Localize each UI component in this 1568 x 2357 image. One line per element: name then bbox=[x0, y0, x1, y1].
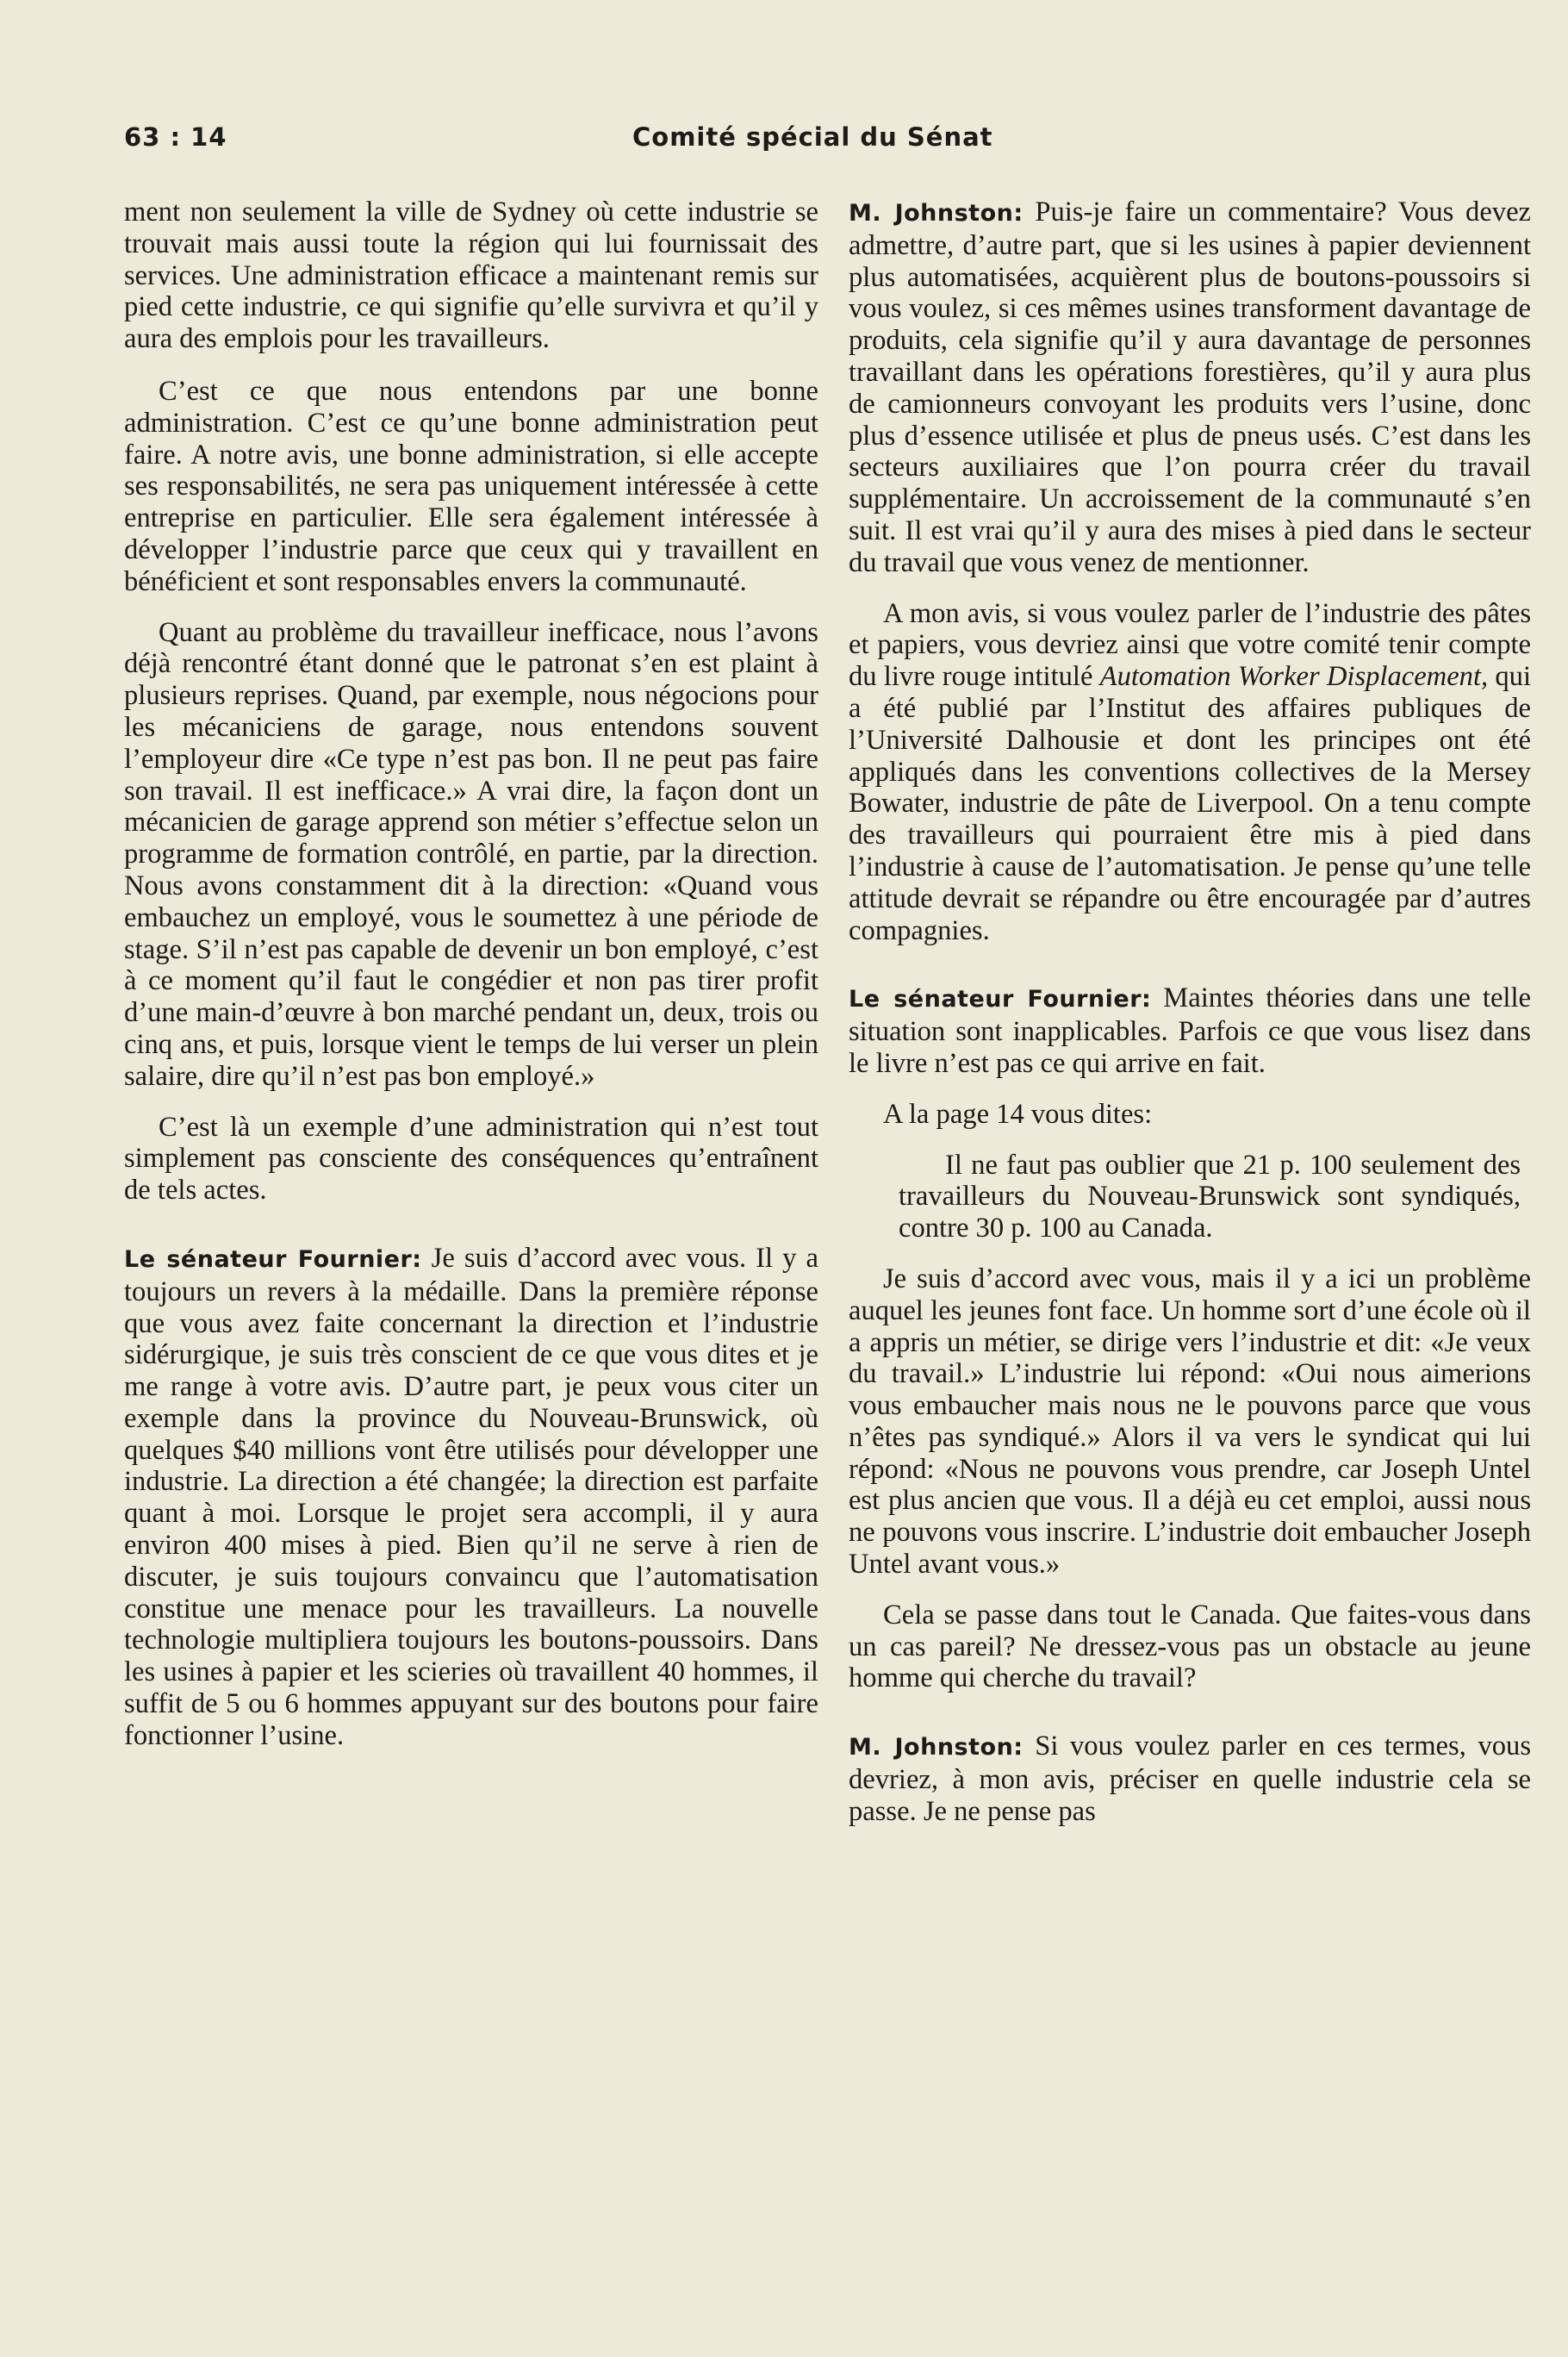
page-header bbox=[124, 122, 1551, 165]
paragraph bbox=[849, 598, 1531, 947]
book-title: Automation Worker Displacement, bbox=[1099, 661, 1489, 693]
speaker-name: M. Johnston: bbox=[849, 1734, 1024, 1762]
left-column bbox=[124, 196, 818, 1771]
speaker-name: Le sénateur Fournier: bbox=[849, 986, 1152, 1013]
speaker-name: Le sénateur Fournier: bbox=[124, 1245, 422, 1273]
page-number: 63 : 14 bbox=[124, 122, 227, 152]
paragraph: A la page 14 vous dites: bbox=[883, 1098, 1153, 1130]
speaker-paragraph bbox=[849, 982, 1531, 1079]
speaker-name: M. Johnston: bbox=[849, 200, 1024, 227]
speaker-paragraph bbox=[849, 196, 1531, 579]
speech-text: Puis-je faire un commentaire? Vous devez admettre, d’autre part, que si les usines à papier deviennent plus automatisées, acquièrent plus de boutons-poussoirs si vous voulez, si ces mêmes usines transforment davantage de produits, cela signifie qu’il y aura davantage de personnes travaillant dans les opérations forestières, qu’il y aura plus de camionneurs convoyant les produits vers l’usine, donc plus d’essence utilisée et plus de pneus usés. C’est dans les secteurs auxiliaires que l’on pourra créer du travail supplémentaire. Un accroissement de la communauté s’en suit. Il est vrai qu’il y aura des mises à pied dans le secteur du travail que vous venez de mentionner. bbox=[849, 196, 1531, 578]
speaker-paragraph bbox=[124, 1243, 818, 1752]
right-column bbox=[849, 196, 1531, 1847]
running-title: Comité spécial du Sénat bbox=[632, 122, 993, 152]
paragraph: Cela se passe dans tout le Canada. Que faites-vous dans un cas pareil? Ne dressez-vous pas un obstacle au jeune homme qui cherche du travail? bbox=[849, 1599, 1531, 1694]
paragraph: C’est ce que nous entendons par une bonne administration. C’est ce qu’une bonne administration peut faire. A notre avis, une bonne administration, si elle accepte ses responsabilités, ne sera pas uniquement intéressée à cette entreprise en particulier. Elle sera également intéressée à développer l’industrie parce que ceux qui y travaillent en bénéficient et sont responsables envers la communauté. bbox=[124, 375, 818, 597]
paragraph: ment non seulement la ville de Sydney où cette industrie se trouvait mais aussi toute la région qui lui fournissait des services. Une administration efficace a maintenant remis sur pied cette industrie, ce qui signifie qu’elle survivra et qu’il y aura des emplois pour les travailleurs. bbox=[124, 196, 818, 355]
speaker-paragraph bbox=[849, 1730, 1531, 1827]
speech-text: Maintes théories dans une telle situation sont inapplicables. Parfois ce que vous lisez dans le livre n’est pas ce qui arrive en fait. bbox=[849, 982, 1531, 1079]
paragraph: Quant au problème du travailleur inefficace, nous l’avons déjà rencontré étant donné que le patronat s’en est plaint à plusieurs reprises. Quand, par exemple, nous négocions pour les mécaniciens de garage, nous entendons souvent l’employeur dire «Ce type n’est pas bon. Il ne peut pas faire son travail. Il est inefficace.» A vrai dire, la façon dont un mécanicien de garage apprend son métier s’effectue selon un programme de formation contrôlé, en partie, par la direction. Nous avons constamment dit à la direction: «Quand vous embauchez un employé, vous le soumettez à une période de stage. S’il n’est pas capable de devenir un bon employé, c’est à ce moment qu’il faut le congédier et non pas tirer profit d’une main-d’œuvre à bon marché pendant un, deux, trois ou cinq ans, et puis, lorsque vient le temps de lui verser un plein salaire, dire qu’il n’est pas bon employé.» bbox=[124, 616, 818, 1092]
text-run: A mon avis, si vous voulez parler de l’industrie des pâtes et papiers, vous devriez ainsi que votre comité tenir compte du livre rouge intitulé bbox=[849, 597, 1531, 693]
text-run: qui a été publié par l’Institut des affaires publiques de l’Université Dalhousie et dont les principes ont été appliqués dans les conventions collectives de la Mersey Bowater, industrie de pâte de Liverpool. On a tenu compte des travailleurs qui pourraient être mis à pied dans l’industrie à cause de l’automatisation. Je pense qu’une telle attitude devrait se répandre ou être encouragée par d’autres compagnies. bbox=[849, 661, 1531, 946]
speech-text: Je suis d’accord avec vous. Il y a toujours un revers à la médaille. Dans la première réponse que vous avez faite concernant la direction et l’industrie sidérurgique, je suis très conscient de ce que vous dites et je me range à votre avis. D’autre part, je peux vous citer un exemple dans la province du Nouveau-Brunswick, où quelques $40 millions vont être utilisés pour développer une industrie. La direction a été changée; la direction est parfaite quant à moi. Lorsque le projet sera accompli, il y aura environ 400 mises à pied. Bien qu’il ne serve à rien de discuter, je suis toujours convaincu que l’automatisation constitue une menace pour les travailleurs. La nouvelle technologie multipliera toujours les boutons-poussoirs. Dans les usines à papier et les scieries où travaillent 40 hommes, il suffit de 5 ou 6 hommes appuyant sur des boutons pour faire fonctionner l’usine. bbox=[124, 1242, 819, 1751]
paragraph: Je suis d’accord avec vous, mais il y a ici un problème auquel les jeunes font face. Un homme sort d’une école où il a appris un métier, se dirige vers l’industrie et dit: «Je veux du travail.» L’industrie lui répond: «Oui nous aimerions vous embaucher mais nous ne le pouvons parce que vous n’êtes pas syndiqué.» Alors il va vers le syndicat qui lui répond: «Nous ne pouvons vous prendre, car Joseph Untel est plus ancien que vous. Il a déjà eu cet emploi, aussi nous ne pouvons vous inscrire. L’industrie doit embaucher Joseph Untel avant vous.» bbox=[849, 1263, 1531, 1581]
block-quote: Il ne faut pas oublier que 21 p. 100 seulement des travailleurs du Nouveau-Brunswick sont syndiqués, contre 30 p. 100 au Canada. bbox=[899, 1149, 1521, 1244]
paragraph: C’est là un exemple d’une administration qui n’est tout simplement pas consciente des conséquences qu’entraînent de tels actes. bbox=[124, 1111, 818, 1207]
speech-text: Si vous voulez parler en ces termes, vous devriez, à mon avis, préciser en quelle industrie cela se passe. Je ne pense pas bbox=[849, 1730, 1531, 1827]
